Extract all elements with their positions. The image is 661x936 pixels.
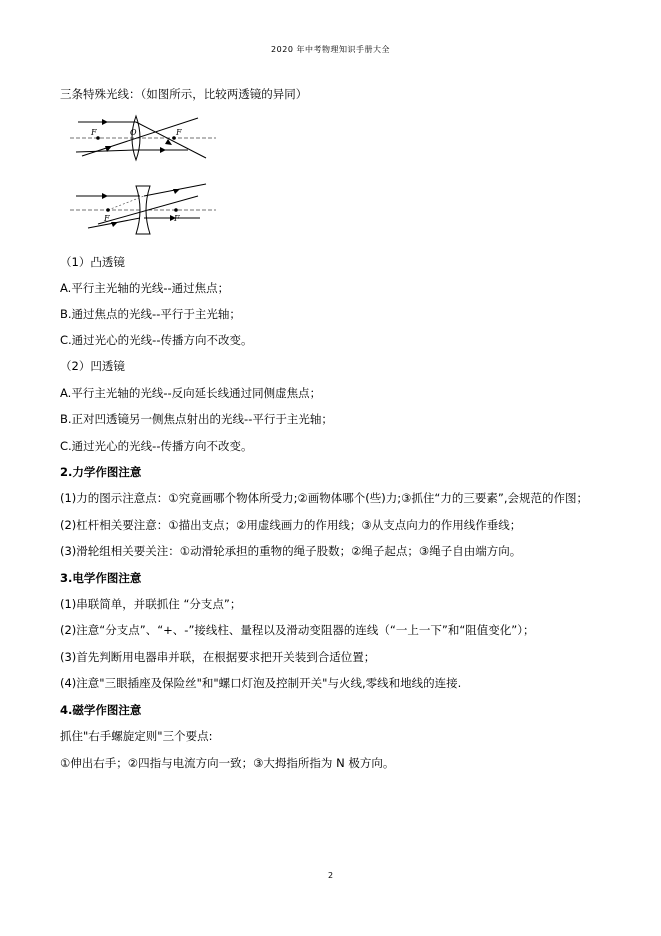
mechanics-item-1: (1)力的图示注意点：①究竟画哪个物体所受力;②画物体哪个(些)力;③抓住“力的三要素”,会规范的作图； xyxy=(60,491,589,505)
concave-focus-left-dot xyxy=(106,208,110,212)
concave-item-c: C.通过光心的光线--传播方向不改变。 xyxy=(60,439,253,453)
convex-focus-left-dot xyxy=(96,136,100,140)
magnetic-intro: 抓住"右手螺旋定则"三个要点: xyxy=(60,729,213,743)
mechanics-title: 2.力学作图注意 xyxy=(60,465,142,479)
convex-item-c: C.通过光心的光线--传播方向不改变。 xyxy=(60,333,253,347)
page-header: 2020 年中考物理知识手册大全 xyxy=(271,45,390,54)
electric-title: 3.电学作图注意 xyxy=(60,571,142,585)
mechanics-item-3: (3)滑轮组相关要关注：①动滑轮承担的重物的绳子股数；②绳子起点；③绳子自由端方向。 xyxy=(60,544,522,558)
convex-lens-diagram xyxy=(68,112,218,164)
convex-ray-focus xyxy=(76,150,136,152)
convex-center-label: O xyxy=(130,128,137,137)
convex-item-b: B.通过焦点的光线--平行于主光轴； xyxy=(60,307,241,321)
convex-item-a: A.平行主光轴的光线--通过焦点； xyxy=(60,281,230,295)
magnetic-items: ①伸出右手；②四指与电流方向一致；③大拇指所指为 N 极方向。 xyxy=(60,756,395,770)
convex-section-title: （1）凸透镜 xyxy=(60,255,125,269)
concave-focus-left-label: F xyxy=(104,214,110,223)
electric-item-2: (2)注意“分支点”、“+、-”接线柱、量程以及滑动变阻器的连线（“一上一下”和“阻值变化”）； xyxy=(60,623,535,637)
concave-focus-right-label: F xyxy=(174,214,180,223)
page-number: 2 xyxy=(327,871,334,880)
electric-item-4: (4)注意"三眼插座及保险丝"和"螺口灯泡及控制开关"与火线,零线和地线的连接. xyxy=(60,676,462,690)
concave-section-title: （2）凹透镜 xyxy=(60,359,125,373)
concave-item-b: B.正对凹透镜另一侧焦点射出的光线--平行于主光轴； xyxy=(60,412,333,426)
intro-text: 三条特殊光线：（如图所示，比较两透镜的异同） xyxy=(60,87,308,101)
electric-item-1: (1)串联简单，并联抓住 “分支点”； xyxy=(60,597,242,611)
mechanics-item-2: (2)杠杆相关要注意：①描出支点；②用虚线画力的作用线；③从支点向力的作用线作垂线； xyxy=(60,518,522,532)
concave-item-a: A.平行主光轴的光线--反向延长线通过同侧虚焦点； xyxy=(60,386,322,400)
concave-lens-diagram xyxy=(68,182,218,238)
concave-focus-right-dot xyxy=(174,208,178,212)
magnetic-title: 4.磁学作图注意 xyxy=(60,703,142,717)
convex-focus-right-label: F xyxy=(176,128,182,137)
electric-item-3: (3)首先判断用电器串并联，在根据要求把开关装到合适位置； xyxy=(60,650,376,664)
convex-focus-left-label: F xyxy=(91,128,97,137)
